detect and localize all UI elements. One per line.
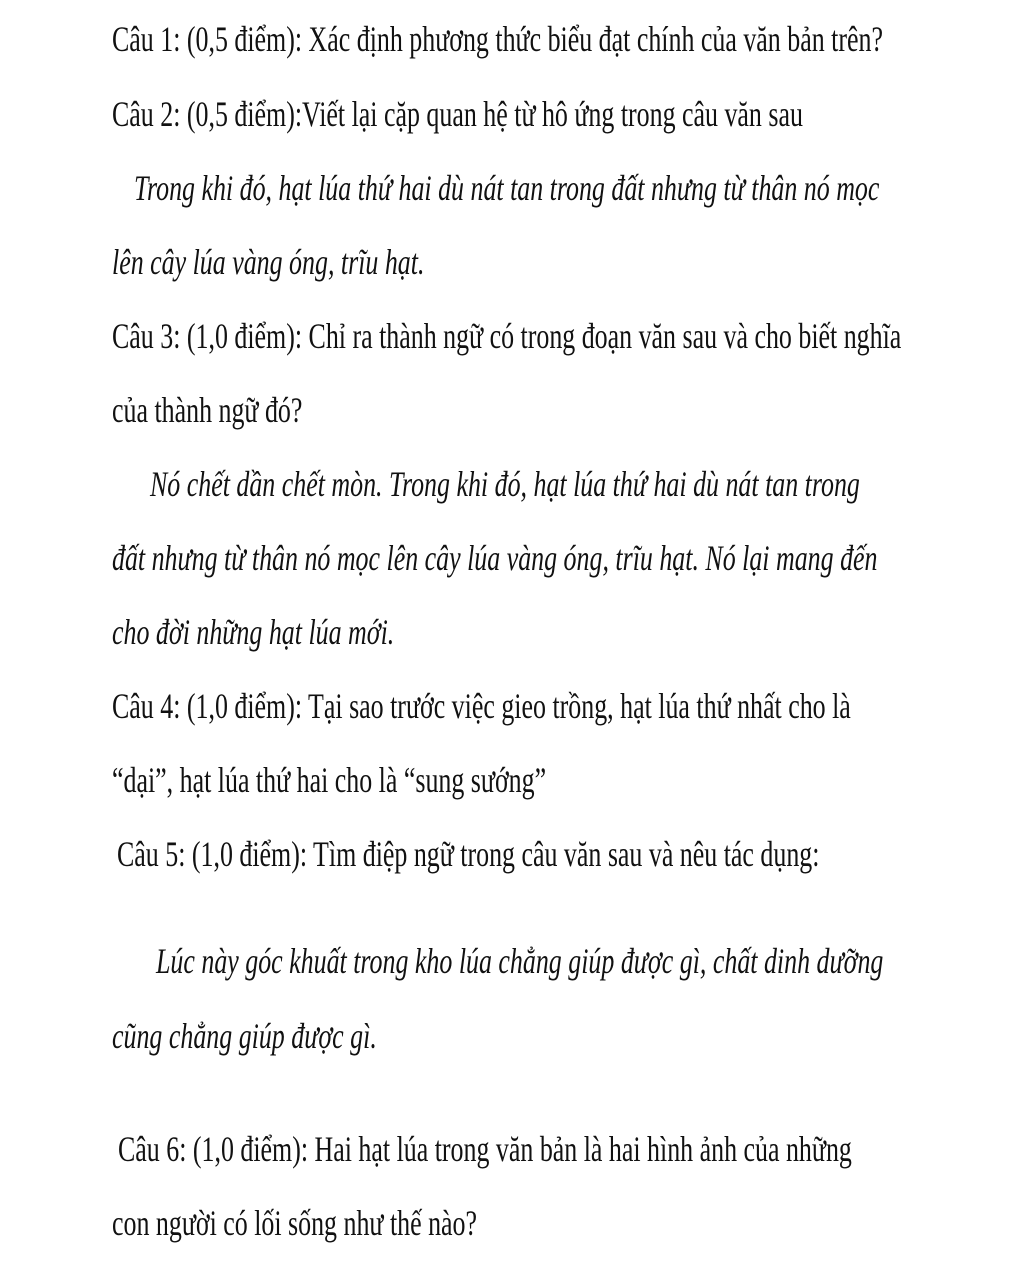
quote-2-line-1	[0, 459, 1024, 509]
question-3-line-2	[0, 385, 1024, 435]
quote-2-line-3-text: cho đời những hạt lúa mới.	[112, 612, 395, 652]
question-4-line-2-text: “dại”, hạt lúa thứ hai cho là “sung sướng”	[112, 760, 547, 800]
question-4-line-2	[0, 755, 1024, 805]
question-2-text: Câu 2: (0,5 điểm):Viết lại cặp quan hệ từ hô ứng trong câu văn sau	[112, 94, 803, 134]
question-5	[0, 829, 1024, 879]
quote-2-line-2-text: đất nhưng từ thân nó mọc lên cây lúa vàng óng, trĩu hạt. Nó lại mang đến	[112, 538, 878, 578]
quote-1-line-1	[0, 163, 1024, 213]
question-2	[0, 89, 1024, 139]
question-6-line-1-text: Câu 6: (1,0 điểm): Hai hạt lúa trong văn bản là hai hình ảnh của những	[118, 1129, 852, 1169]
question-4-line-1-text: Câu 4: (1,0 điểm): Tại sao trước việc gieo trồng, hạt lúa thứ nhất cho là	[112, 686, 851, 726]
question-6-line-2	[0, 1198, 1024, 1248]
question-6-line-1	[0, 1124, 1024, 1174]
question-3-line-1-text: Câu 3: (1,0 điểm): Chỉ ra thành ngữ có trong đoạn văn sau và cho biết nghĩa	[112, 316, 902, 356]
quote-2-line-2	[0, 533, 1024, 583]
quote-3-line-1-text: Lúc này góc khuất trong kho lúa chẳng giúp được gì, chất dinh dưỡng	[156, 941, 884, 981]
question-1-text: Câu 1: (0,5 điểm): Xác định phương thức biểu đạt chính của văn bản trên?	[112, 19, 883, 59]
quote-3-line-2-text: cũng chẳng giúp được gì.	[112, 1016, 377, 1056]
quote-1-line-2	[0, 237, 1024, 287]
quote-1-line-2-text: lên cây lúa vàng óng, trĩu hạt.	[112, 242, 425, 282]
question-5-text: Câu 5: (1,0 điểm): Tìm điệp ngữ trong câu văn sau và nêu tác dụng:	[117, 834, 820, 874]
quote-1-line-1-text: Trong khi đó, hạt lúa thứ hai dù nát tan trong đất nhưng từ thân nó mọc	[134, 168, 880, 208]
question-1	[0, 14, 1024, 64]
quote-3-line-2	[0, 1011, 1024, 1061]
question-3-line-2-text: của thành ngữ đó?	[112, 390, 303, 430]
question-6-line-2-text: con người có lối sống như thế nào?	[112, 1203, 478, 1243]
quote-2-line-1-text: Nó chết dần chết mòn. Trong khi đó, hạt lúa thứ hai dù nát tan trong	[150, 464, 860, 504]
quote-3-line-1	[0, 936, 1024, 986]
question-4-line-1	[0, 681, 1024, 731]
quote-2-line-3	[0, 607, 1024, 657]
question-3-line-1	[0, 311, 1024, 361]
